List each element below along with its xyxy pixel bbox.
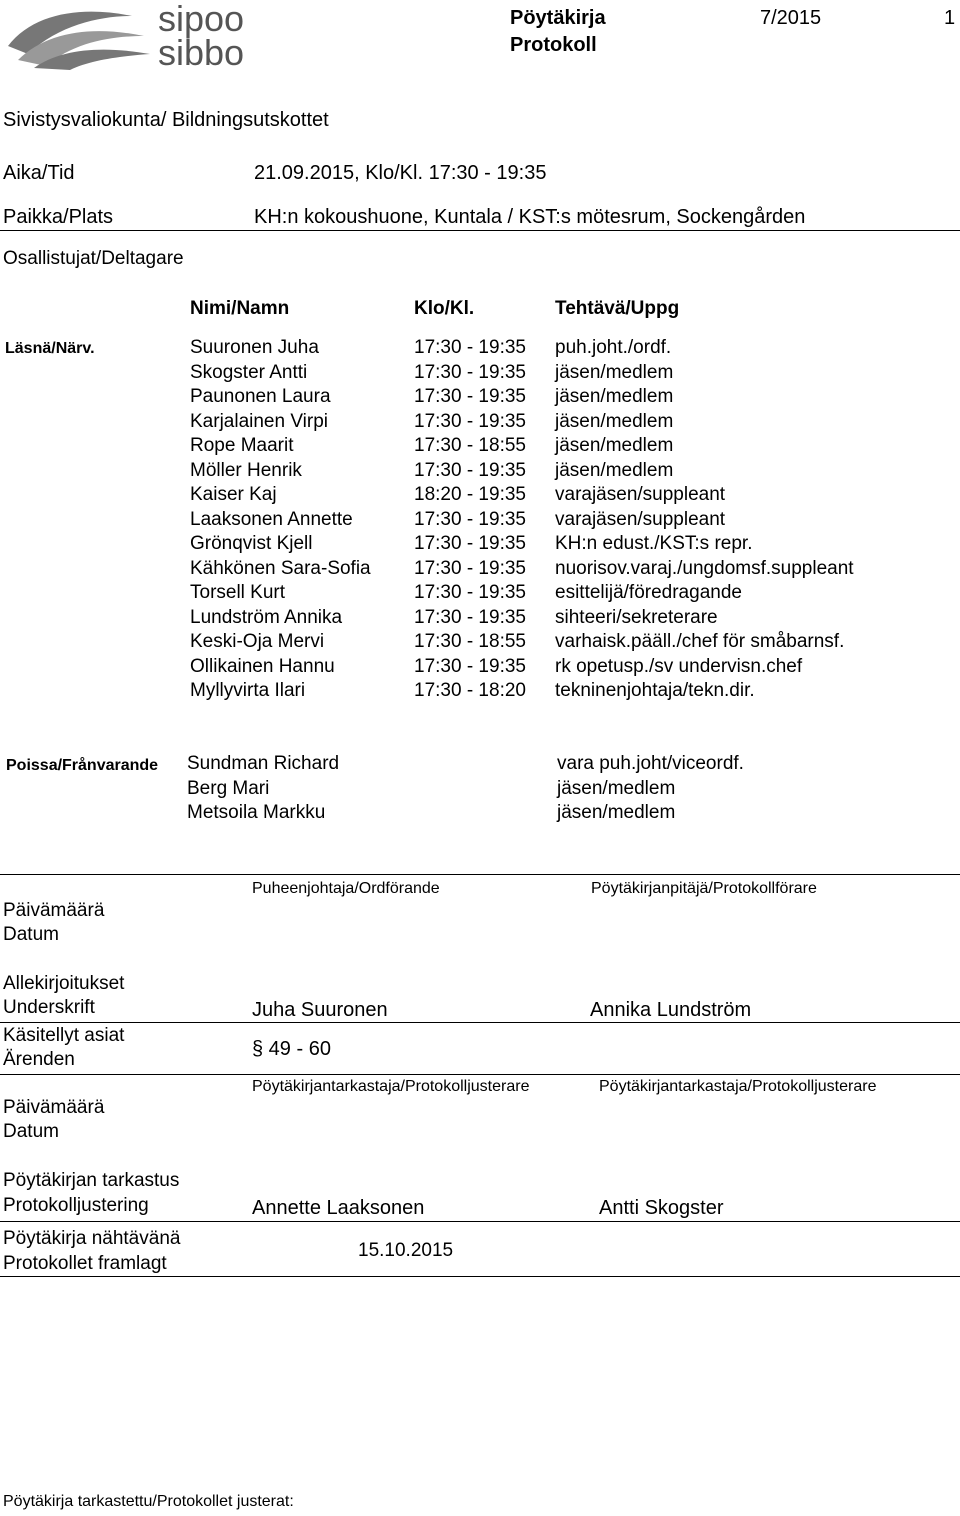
logo-text-sipoo: sipoo xyxy=(158,0,245,39)
column-header-name: Nimi/Namn xyxy=(190,298,290,319)
participant-time: 17:30 - 19:35 xyxy=(414,362,526,383)
display-label-sv: Protokollet framlagt xyxy=(3,1253,167,1274)
participant-name: Ollikainen Hannu xyxy=(190,656,335,677)
participant-time: 17:30 - 19:35 xyxy=(414,582,526,603)
absent-name: Metsoila Markku xyxy=(187,802,326,823)
participant-time: 17:30 - 19:35 xyxy=(414,386,526,407)
participant-name: Karjalainen Virpi xyxy=(190,411,329,432)
footer-checked-label: Pöytäkirja tarkastettu/Protokollet justerat: xyxy=(3,1493,294,1510)
absent-label: Poissa/Frånvarande xyxy=(6,757,159,774)
participant-role: KH:n edust./KST:s repr. xyxy=(555,533,753,554)
divider xyxy=(0,1074,960,1075)
participant-name: Skogster Antti xyxy=(190,362,308,383)
place-label: Paikka/Plats xyxy=(3,206,114,228)
participant-role: jäsen/medlem xyxy=(555,386,674,407)
page-number: 1 xyxy=(944,7,956,29)
participant-name: Myllyvirta Ilari xyxy=(190,680,306,701)
date-label-fi: Päivämäärä xyxy=(3,900,105,921)
signatures-label-fi: Allekirjoitukset xyxy=(3,973,125,994)
municipality-logo xyxy=(4,0,254,73)
absent-role: vara puh.joht/viceordf. xyxy=(557,753,744,774)
sipoo-emblem-icon xyxy=(4,2,154,70)
divider xyxy=(0,874,960,875)
participant-name: Grönqvist Kjell xyxy=(190,533,313,554)
signatures-label-sv: Underskrift xyxy=(3,997,95,1018)
date2-label-sv: Datum xyxy=(3,1121,59,1142)
participant-role: jäsen/medlem xyxy=(555,411,674,432)
participant-time: 17:30 - 18:55 xyxy=(414,435,526,456)
participant-time: 17:30 - 18:20 xyxy=(414,680,526,701)
divider xyxy=(0,1022,960,1023)
participant-role: esittelijä/föredragande xyxy=(555,582,742,603)
participant-time: 17:30 - 19:35 xyxy=(414,533,526,554)
participant-role: jäsen/medlem xyxy=(555,435,674,456)
participant-time: 17:30 - 19:35 xyxy=(414,509,526,530)
logo-text-sibbo: sibbo xyxy=(158,32,245,73)
time-value: 21.09.2015, Klo/Kl. 17:30 - 19:35 xyxy=(254,162,547,184)
participant-role: sihteeri/sekreterare xyxy=(555,607,718,628)
participant-time: 17:30 - 19:35 xyxy=(414,607,526,628)
participant-name: Torsell Kurt xyxy=(190,582,286,603)
column-header-time: Klo/Kl. xyxy=(414,298,475,319)
committee-name: Sivistysvaliokunta/ Bildningsutskottet xyxy=(3,109,329,131)
document-number: 7/2015 xyxy=(760,7,822,29)
participant-time: 17:30 - 19:35 xyxy=(414,411,526,432)
participant-name: Keski-Oja Mervi xyxy=(190,631,325,652)
display-label-fi: Pöytäkirja nähtävänä xyxy=(3,1228,181,1249)
secretary-name: Annika Lundström xyxy=(590,999,752,1021)
secretary-title: Pöytäkirjanpitäjä/Protokollförare xyxy=(591,880,817,897)
participant-name: Möller Henrik xyxy=(190,460,302,481)
absent-name: Sundman Richard xyxy=(187,753,340,774)
participant-role: tekninenjohtaja/tekn.dir. xyxy=(555,680,755,701)
participant-time: 17:30 - 19:35 xyxy=(414,558,526,579)
participant-role: varajäsen/suppleant xyxy=(555,484,726,505)
participant-name: Kaiser Kaj xyxy=(190,484,277,505)
absent-role: jäsen/medlem xyxy=(557,778,676,799)
participant-name: Laaksonen Annette xyxy=(190,509,353,530)
divider xyxy=(0,1276,960,1277)
time-label: Aika/Tid xyxy=(3,162,75,184)
absent-name: Berg Mari xyxy=(187,778,270,799)
participant-name: Lundström Annika xyxy=(190,607,343,628)
display-date: 15.10.2015 xyxy=(358,1240,454,1261)
participant-time: 17:30 - 18:55 xyxy=(414,631,526,652)
participant-name: Suuronen Juha xyxy=(190,337,319,358)
items-label-fi: Käsitellyt asiat xyxy=(3,1025,125,1046)
participant-role: rk opetusp./sv undervisn.chef xyxy=(555,656,803,677)
doc-type-sv: Protokoll xyxy=(510,34,597,56)
participant-role: jäsen/medlem xyxy=(555,460,674,481)
participants-label: Osallistujat/Deltagare xyxy=(3,248,184,269)
date2-label-fi: Päivämäärä xyxy=(3,1097,105,1118)
items-label-sv: Ärenden xyxy=(3,1049,75,1070)
participant-role: jäsen/medlem xyxy=(555,362,674,383)
doc-type-fi: Pöytäkirja xyxy=(510,7,606,29)
checker1-title: Pöytäkirjantarkastaja/Protokolljusterare xyxy=(252,1078,530,1095)
participant-role: puh.joht./ordf. xyxy=(555,337,672,358)
check-label-sv: Protokolljustering xyxy=(3,1195,149,1216)
checker1-name: Annette Laaksonen xyxy=(252,1197,425,1219)
participant-name: Paunonen Laura xyxy=(190,386,331,407)
participant-role: varajäsen/suppleant xyxy=(555,509,726,530)
present-label: Läsnä/Närv. xyxy=(5,340,95,357)
participant-role: varhaisk.pääll./chef för småbarnsf. xyxy=(555,631,845,652)
participant-time: 17:30 - 19:35 xyxy=(414,460,526,481)
participant-time: 17:30 - 19:35 xyxy=(414,656,526,677)
chair-title: Puheenjohtaja/Ordförande xyxy=(252,880,440,897)
divider xyxy=(0,1221,960,1222)
place-value: KH:n kokoushuone, Kuntala / KST:s mötesrum, Sockengården xyxy=(254,206,806,228)
participant-role: nuorisov.varaj./ungdomsf.suppleant xyxy=(555,558,854,579)
participant-name: Rope Maarit xyxy=(190,435,294,456)
absent-role: jäsen/medlem xyxy=(557,802,676,823)
participant-time: 18:20 - 19:35 xyxy=(414,484,526,505)
participant-name: Kähkönen Sara-Sofia xyxy=(190,558,371,579)
checker2-title: Pöytäkirjantarkastaja/Protokolljusterare xyxy=(599,1078,877,1095)
items-value: § 49 - 60 xyxy=(252,1038,331,1060)
date-label-sv: Datum xyxy=(3,924,59,945)
check-label-fi: Pöytäkirjan tarkastus xyxy=(3,1170,180,1191)
divider xyxy=(0,230,960,231)
participant-time: 17:30 - 19:35 xyxy=(414,337,526,358)
chair-name: Juha Suuronen xyxy=(252,999,388,1021)
checker2-name: Antti Skogster xyxy=(599,1197,724,1219)
column-header-role: Tehtävä/Uppg xyxy=(555,298,680,319)
